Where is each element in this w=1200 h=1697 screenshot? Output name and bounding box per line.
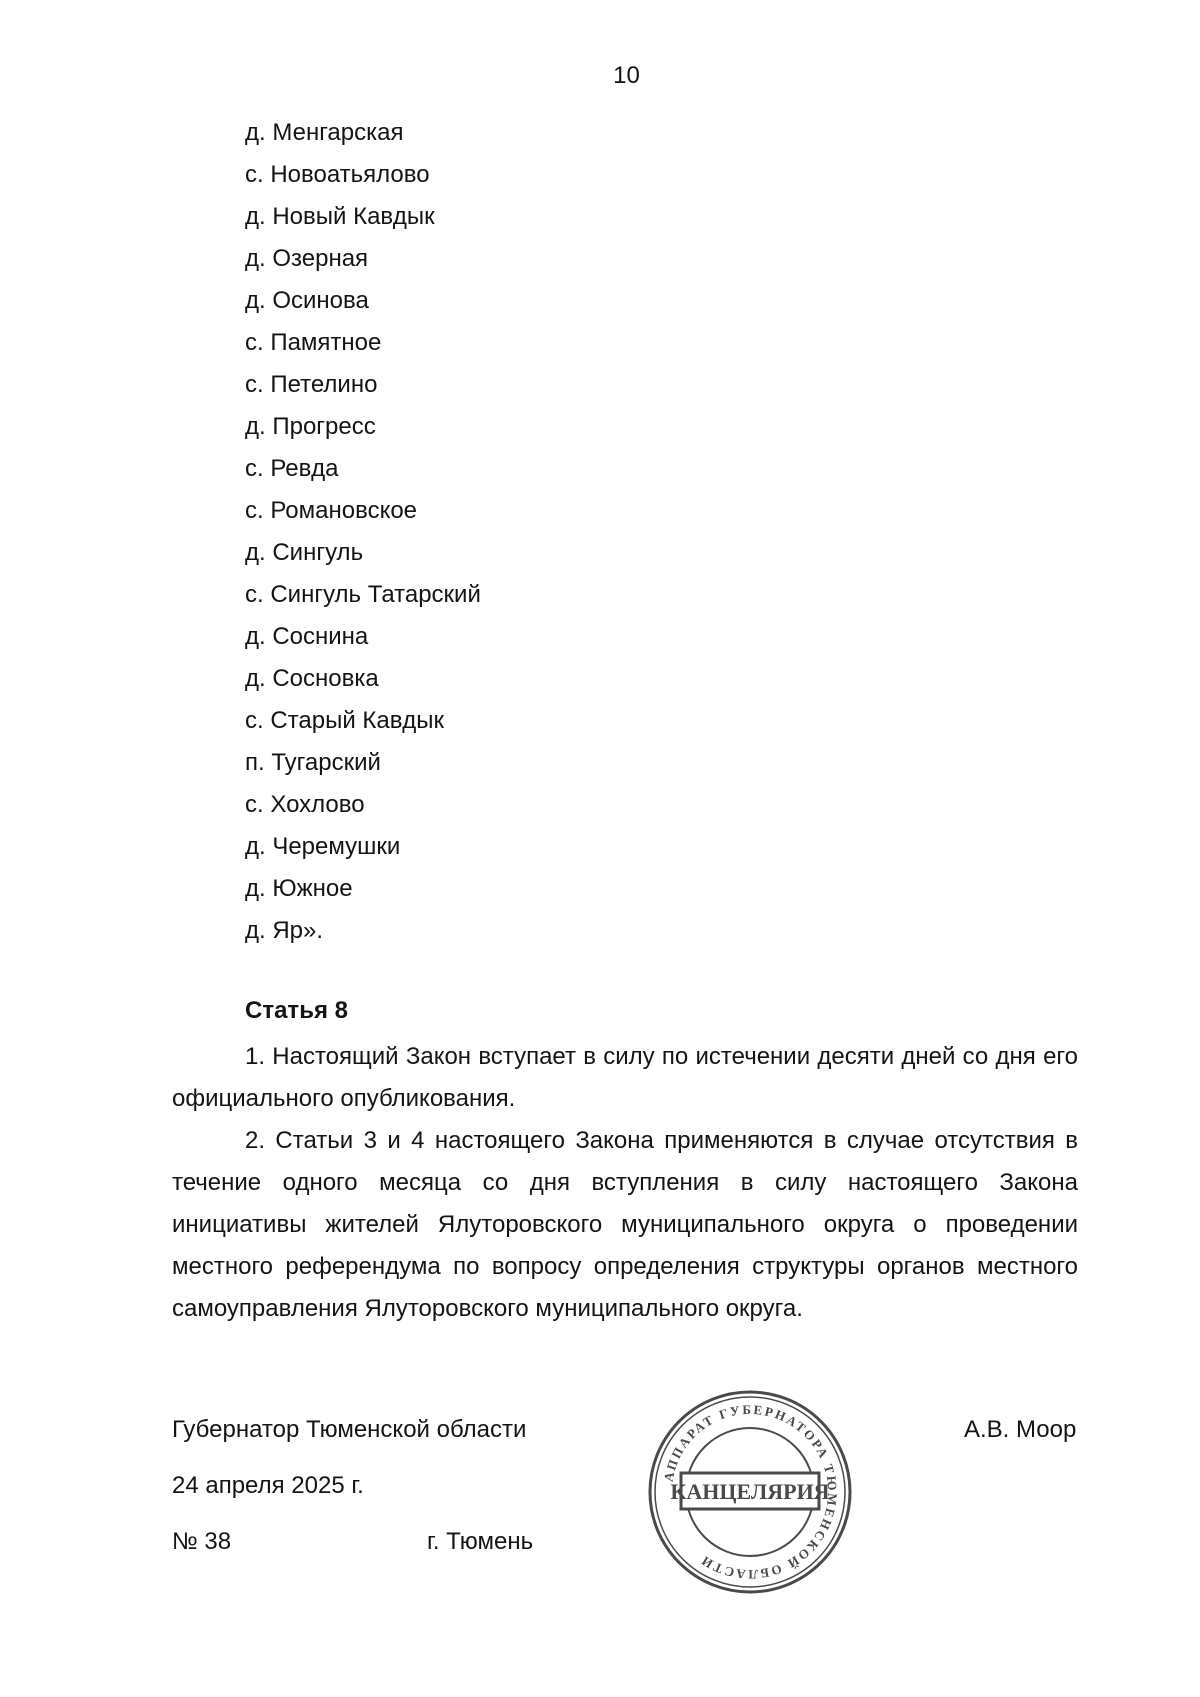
list-item: д. Осинова (245, 287, 369, 314)
list-item: д. Яр». (245, 917, 324, 944)
list-item: д. Южное (245, 875, 353, 902)
list-item: с. Сингуль Татарский (245, 581, 481, 608)
article-paragraph-2: 2. Статьи 3 и 4 настоящего Закона применяются в случае отсутствия в течение одного месяца со дня вступления в силу настоящего Закона инициативы жителей Ялуторовского муниципального округа о проведении местного референдума по вопросу определения структуры органов местного самоуправления Ялуторовского муниципального округа. (172, 1127, 1078, 1322)
signatory-name: А.В. Моор (964, 1416, 1077, 1443)
article-paragraph-1: 1. Настоящий Закон вступает в силу по истечении десяти дней со дня его официального опубликования. (172, 1043, 1078, 1112)
list-item: с. Петелино (245, 371, 378, 398)
list-item: с. Старый Кавдык (245, 707, 444, 734)
list-item: д. Прогресс (245, 413, 376, 440)
list-item: д. Менгарская (245, 119, 404, 146)
list-item: д. Соснина (245, 623, 369, 650)
official-stamp (645, 1387, 855, 1597)
list-item: д. Сосновка (245, 665, 379, 692)
list-item: с. Памятное (245, 329, 382, 356)
list-item: д. Черемушки (245, 833, 401, 860)
list-item: д. Сингуль (245, 539, 364, 566)
article-title: Статья 8 (245, 997, 348, 1024)
page-number: 10 (613, 62, 640, 89)
document-city: г. Тюмень (427, 1528, 534, 1555)
list-item: с. Хохлово (245, 791, 365, 818)
settlement-list (245, 117, 481, 957)
stamp-center-text: КАНЦЕЛЯРИЯ (670, 1479, 830, 1504)
document-date: 24 апреля 2025 г. (172, 1472, 364, 1499)
list-item: д. Озерная (245, 245, 369, 272)
list-item: д. Новый Кавдык (245, 203, 435, 230)
document-number: № 38 (172, 1528, 232, 1555)
list-item: с. Романовское (245, 497, 418, 524)
list-item: с. Ревда (245, 455, 339, 482)
signatory-position: Губернатор Тюменской области (172, 1416, 527, 1443)
list-item: с. Новоатьялово (245, 161, 430, 188)
list-item: п. Тугарский (245, 749, 381, 776)
stamp-ring-text: АППАРАТ ГУБЕРНАТОРА ТЮМЕНСКОЙ ОБЛАСТИ (660, 1401, 841, 1583)
